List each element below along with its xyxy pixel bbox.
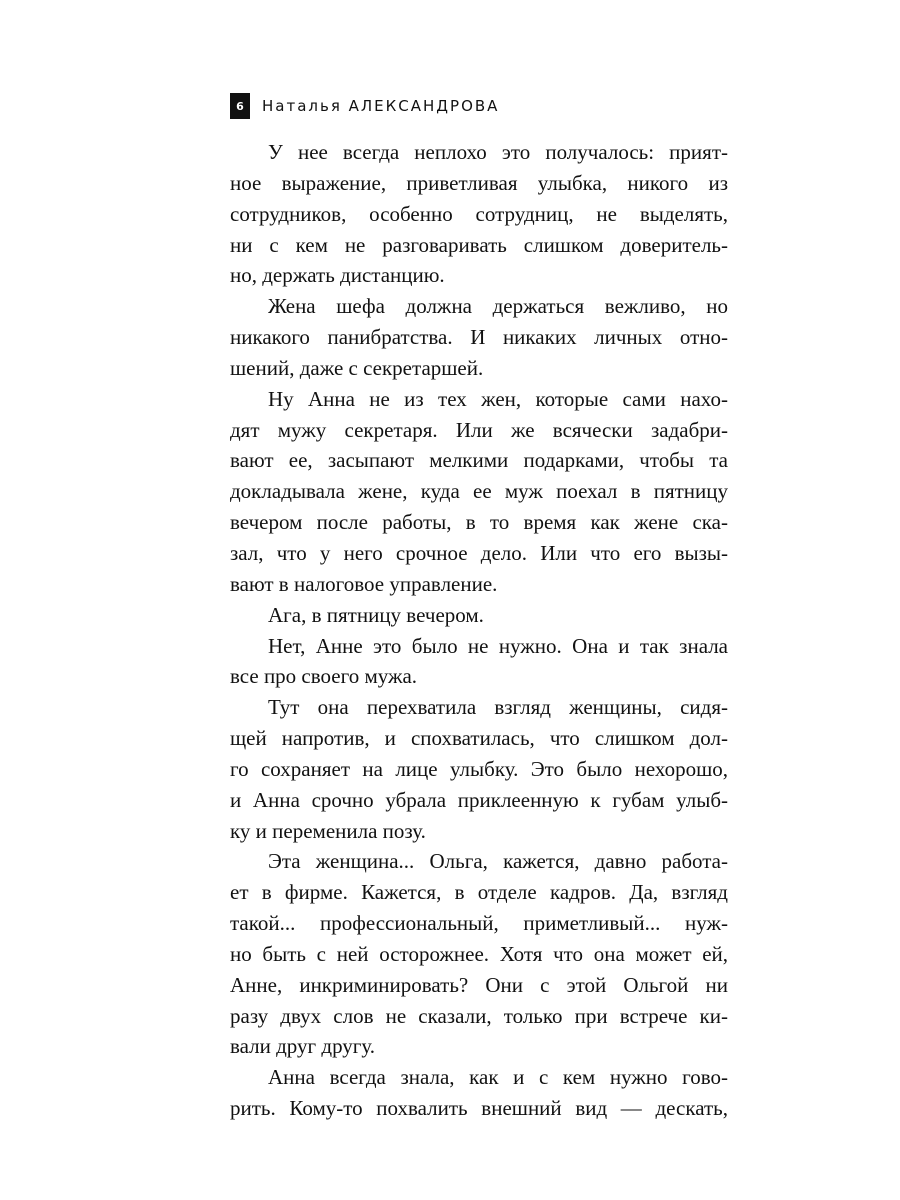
text-line: щей напротив, и спохватилась, что слишком дол- bbox=[230, 726, 728, 751]
text-line: ное выражение, приветливая улыбка, никого из bbox=[230, 170, 728, 195]
text-line: вают ее, засыпают мелкими подарками, чтобы та bbox=[230, 448, 728, 473]
text-line: вали друг другу. bbox=[230, 1034, 376, 1059]
text-line: дят мужу секретаря. Или же всячески задабри- bbox=[230, 417, 728, 442]
text-line: Ага, в пятницу вечером. bbox=[268, 602, 484, 627]
text-line: го сохраняет на лице улыбку. Это было нехорошо, bbox=[230, 756, 728, 781]
text-line: Нет, Анне это было не нужно. Она и так знала bbox=[268, 633, 728, 658]
text-line: никакого панибратства. И никаких личных отно- bbox=[230, 325, 728, 350]
text-line: Жена шефа должна держаться вежливо, но bbox=[268, 294, 728, 319]
text-line: вают в налоговое управление. bbox=[230, 571, 498, 596]
text-line: зал, что у него срочное дело. Или что его вызы- bbox=[230, 540, 728, 565]
text-line: шений, даже с секретаршей. bbox=[230, 355, 484, 380]
body-text bbox=[230, 137, 728, 1124]
author-name: Наталья АЛЕКСАНДРОВА bbox=[262, 97, 500, 115]
text-line: но, держать дистанцию. bbox=[230, 263, 445, 288]
text-line: такой... профессиональный, приметливый... нуж- bbox=[230, 911, 728, 936]
text-line: Тут она перехватила взгляд женщины, сидя- bbox=[268, 695, 728, 720]
text-line: ет в фирме. Кажется, в отделе кадров. Да, взгляд bbox=[230, 880, 728, 905]
text-line: ку и переменила позу. bbox=[230, 818, 426, 843]
text-line: но быть с ней осторожнее. Хотя что она может ей, bbox=[230, 941, 728, 966]
text-line: все про своего мужа. bbox=[230, 664, 418, 689]
text-line: вечером после работы, в то время как жене ска- bbox=[230, 510, 728, 535]
text-line: и Анна срочно убрала приклеенную к губам улыб- bbox=[230, 787, 728, 812]
text-line: разу двух слов не сказали, только при встрече ки- bbox=[230, 1003, 728, 1028]
text-line: ни с кем не разговаривать слишком доверитель- bbox=[230, 232, 728, 257]
text-line: сотрудников, особенно сотрудниц, не выделять, bbox=[230, 201, 728, 226]
text-line: Анна всегда знала, как и с кем нужно гово- bbox=[268, 1065, 728, 1090]
page-number: 6 bbox=[230, 93, 250, 119]
text-line: рить. Кому-то похвалить внешний вид — дескать, bbox=[230, 1096, 728, 1121]
text-line: Анне, инкриминировать? Они с этой Ольгой ни bbox=[230, 972, 728, 997]
running-head bbox=[230, 93, 499, 119]
text-line: докладывала жене, куда ее муж поехал в пятницу bbox=[230, 479, 728, 504]
text-line: Эта женщина... Ольга, кажется, давно работа- bbox=[268, 849, 728, 874]
text-line: У нее всегда неплохо это получалось: прият- bbox=[268, 140, 728, 164]
text-line: Ну Анна не из тех жен, которые сами нахо- bbox=[268, 386, 728, 411]
